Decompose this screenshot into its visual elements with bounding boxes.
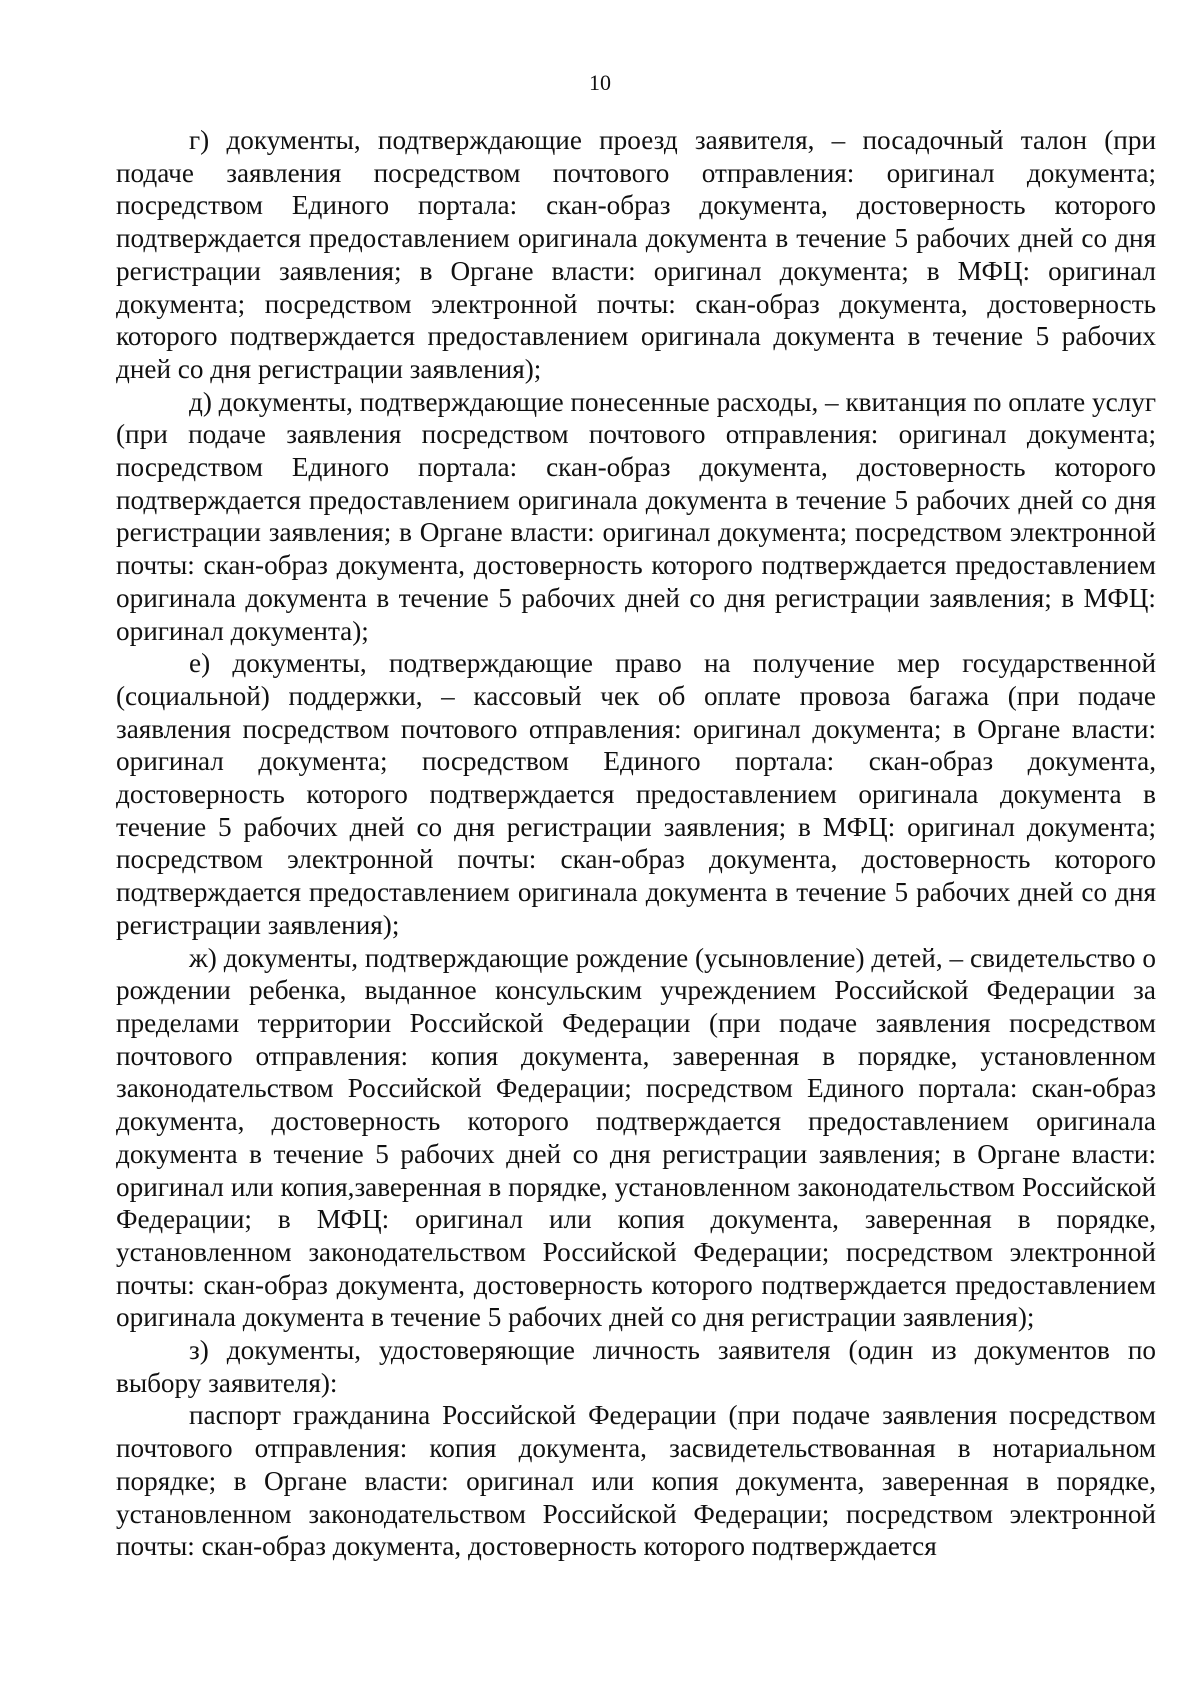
document-body: [116, 124, 1156, 1563]
paragraph-d-expense-documents: д) документы, подтверждающие понесенные расходы, – квитанция по оплате услуг (при подаче заявления посредством почтового отправления: оригинал документа; посредством Единого портала: скан-образ документа, достоверность которого подтверждается предоставлением оригинала документа в течение 5 рабочих дней со дня регистрации заявления; в Органе власти: оригинал документа; посредством электронной почты: скан-образ документа, достоверность которого подтверждается предоставлением оригинала документа в течение 5 рабочих дней со дня регистрации заявления; в МФЦ: оригинал документа);: [116, 386, 1156, 646]
paragraph-e-support-right-documents: е) документы, подтверждающие право на получение мер государственной (социальной) поддержки, – кассовый чек об оплате провоза багажа (при подаче заявления посредством почтового отправления: оригинал документа; в Органе власти: оригинал документа; посредством Единого портала: скан-образ документа, достоверность которого подтверждается предоставлением оригинала документа в течение 5 рабочих дней со дня регистрации заявления; в МФЦ: оригинал документа; посредством электронной почты: скан-образ документа, достоверность которого подтверждается предоставлением оригинала документа в течение 5 рабочих дней со дня регистрации заявления);: [116, 648, 1156, 940]
paragraph-passport: паспорт гражданина Российской Федерации (при подаче заявления посредством почтового отправления: копия документа, засвидетельствованная в нотариальном порядке; в Органе власти: оригинал или копия документа, заверенная в порядке, установленном законодательством Российской Федерации; посредством электронной почты: скан-образ документа, достоверность которого подтверждается: [116, 1400, 1156, 1562]
paragraph-zh-birth-documents: ж) документы, подтверждающие рождение (усыновление) детей, – свидетельство о рождении ребенка, выданное консульским учреждением Российской Федерации за пределами территории Российской Федерации (при подаче заявления посредством почтового отправления: копия документа, заверенная в порядке, установленном законодательством Российской Федерации; посредством Единого портала: скан-образ документа, достоверность которого подтверждается предоставлением оригинала документа в течение 5 рабочих дней со дня регистрации заявления; в Органе власти: оригинал или копия,заверенная в порядке, установленном законодательством Российской Федерации; в МФЦ: оригинал или копия документа, заверенная в порядке, установленном законодательством Российской Федерации; посредством электронной почты: скан-образ документа, достоверность которого подтверждается предоставлением оригинала документа в течение 5 рабочих дней со дня регистрации заявления);: [116, 942, 1156, 1333]
paragraph-z-identity-documents: з) документы, удостоверяющие личность заявителя (один из документов по выбору заявителя):: [116, 1335, 1156, 1398]
paragraph-g-travel-documents: г) документы, подтверждающие проезд заявителя, – посадочный талон (при подаче заявления посредством почтового отправления: оригинал документа; посредством Единого портала: скан-образ документа, достоверность которого подтверждается предоставлением оригинала документа в течение 5 рабочих дней со дня регистрации заявления; в Органе власти: оригинал документа; в МФЦ: оригинал документа; посредством электронной почты: скан-образ документа, достоверность которого подтверждается предоставлением оригинала документа в течение 5 рабочих дней со дня регистрации заявления);: [116, 125, 1156, 384]
page-number: 10: [589, 70, 611, 95]
